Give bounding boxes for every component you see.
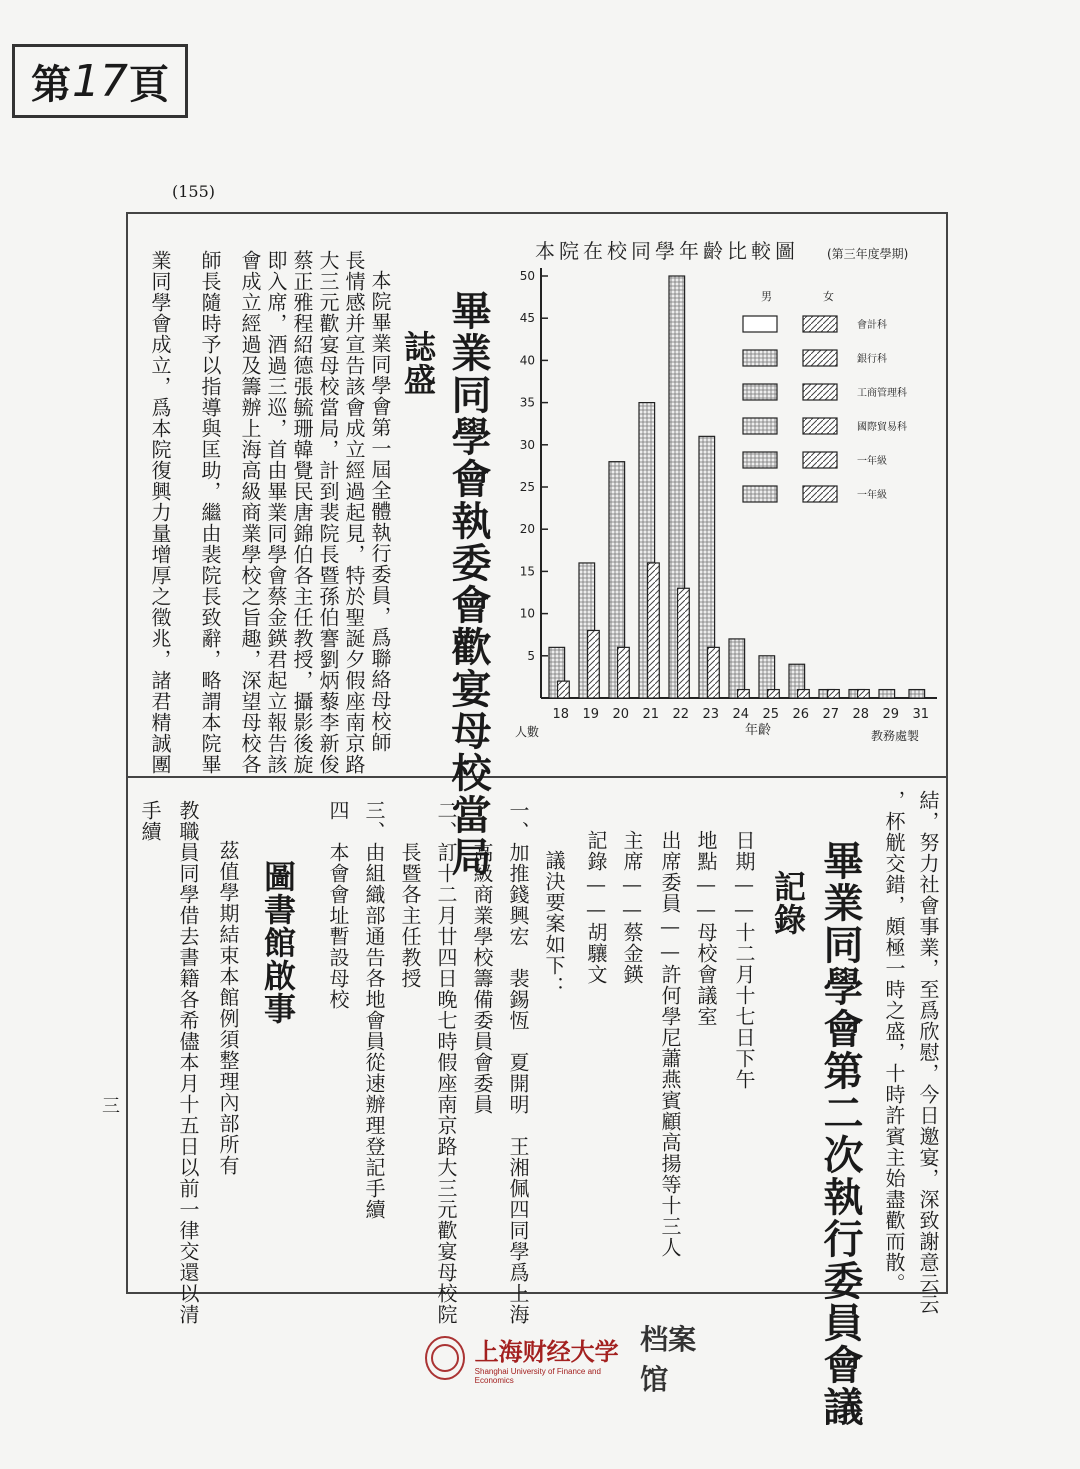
legend-label: 銀行科 (857, 354, 887, 365)
legend-swatch-female (803, 486, 837, 502)
bar-female (678, 588, 690, 698)
resolution-4: 四 本會會址暫設母校 (326, 800, 350, 1010)
legend-swatch-male (743, 384, 777, 400)
article1-para-1: 本院畢業同學會第一屆全體執行委員，爲聯絡母校師 (368, 270, 392, 753)
stamp-number: 17 (72, 55, 128, 107)
archive-label: 档案馆 (640, 1323, 697, 1396)
bar-female (588, 630, 600, 698)
article1-continuation-2: ，杯觥交錯，頗極一時之盛，十時許賓主始盡歡而散。 (882, 790, 906, 1294)
x-tick-label: 19 (582, 707, 600, 722)
legend-swatch-male (743, 316, 777, 332)
legend-label: 工商管理科 (857, 388, 907, 399)
article2-subtitle: 記錄 (769, 870, 807, 936)
y-tick-label: 35 (519, 395, 535, 410)
university-name: 上海财经大学 (474, 1336, 619, 1366)
article1-para-6: 會成立經過及籌辦上海高級商業學校之旨趣，深望母校各 (238, 250, 262, 775)
y-tick-label: 30 (519, 437, 535, 452)
bar-male (879, 690, 895, 698)
page-number: (155) (172, 182, 216, 201)
bar-female (768, 690, 780, 698)
resolution-2b: 長暨各主任教授 (398, 800, 422, 989)
x-tick-label: 31 (912, 707, 930, 722)
x-tick-label: 26 (792, 707, 810, 722)
bar-male (909, 690, 925, 698)
stamp-prefix: 第 (31, 60, 71, 108)
x-tick-label: 22 (672, 707, 690, 722)
footer-logo (425, 1323, 715, 1396)
bar-female (738, 690, 750, 698)
bar-female (648, 563, 660, 698)
university-name-en: Shanghai University of Finance and Economics (474, 1366, 601, 1385)
y-tick-label: 5 (527, 648, 535, 663)
section-divider (126, 776, 948, 778)
university-seal-icon (425, 1336, 465, 1380)
x-tick-label: 21 (642, 707, 660, 722)
article1-para-2: 長情感并宣告該會成立經過起見，特於聖誕夕假座南京路 (342, 250, 366, 775)
bar-female (708, 647, 720, 698)
stamp-suffix: 頁 (129, 60, 169, 108)
chart-footnote: 教務處製 (871, 729, 920, 743)
resolution-1a: 一、加推錢興宏 裴錫恆 夏開明 王湘佩四同學爲上海 (506, 800, 530, 1325)
bar-female (858, 690, 870, 698)
article2-info-recorder: 記錄——胡驤文 (584, 830, 608, 985)
resolution-3: 三、由組織部通告各地會員從速辦理登記手續 (362, 800, 386, 1220)
article2-info-chair: 主席——蔡金鍈 (620, 830, 644, 985)
article1-title: 畢業同學會執委會歡宴母校當局 (445, 290, 492, 878)
article2-info-place: 地點——母校會議室 (694, 830, 718, 1027)
legend-swatch-female (803, 316, 837, 332)
chart-title: 本院在校同學年齡比較圖 (535, 239, 799, 263)
article2-info-attendees: 出席委員——許何學尼蕭燕賓顧高揚等十三人 (658, 830, 682, 1258)
bar-female (618, 647, 630, 698)
x-tick-label: 27 (822, 707, 840, 722)
legend-label: 會計科 (857, 320, 887, 331)
y-tick-label: 50 (519, 269, 535, 283)
legend-swatch-male (743, 452, 777, 468)
bar-female (828, 690, 840, 698)
article3-line-2: 教職員同學借去書籍各希儘本月十五日以前一律交還以清 (176, 800, 200, 1325)
x-tick-label: 25 (762, 707, 780, 722)
y-tick-label: 45 (519, 311, 535, 326)
resolution-1b: 高級商業學校籌備委員會委員 (470, 800, 494, 1115)
article3-line-3: 手續 (138, 800, 162, 842)
legend-header-male: 男 (761, 290, 772, 303)
margin-mark: 三 (99, 1096, 120, 1114)
legend-header-female: 女 (823, 290, 834, 303)
age-chart (505, 228, 945, 763)
resolution-2a: 二、訂十二月廿四日晚七時假座南京路大三元歡宴母校院 (434, 800, 458, 1325)
y-tick-label: 40 (519, 353, 535, 368)
article1-para-7: 師長隨時予以指導與匡助，繼由裴院長致辭，略謂本院畢 (198, 250, 222, 775)
bar-female (558, 681, 570, 698)
chart-title-note: (第三年度學期) (827, 247, 909, 261)
legend-swatch-male (743, 350, 777, 366)
x-tick-label: 20 (612, 707, 630, 722)
article1-para-5: 即入席，酒過三巡，首由畢業同學會蔡金鍈君起立報告該 (264, 250, 288, 775)
x-tick-label: 24 (732, 707, 750, 722)
x-tick-label: 23 (702, 707, 720, 722)
article2-title: 畢業同學會第二次執行委員會議 (817, 840, 864, 1428)
legend-label: 國際貿易科 (857, 422, 907, 433)
legend-swatch-female (803, 418, 837, 434)
legend-label: 一年級 (857, 456, 887, 467)
chart-ylabel: 人數 (515, 725, 540, 739)
y-tick-label: 10 (519, 606, 535, 621)
x-tick-label: 18 (552, 707, 570, 722)
article1-para-4: 蔡正雅程紹德張毓珊韓覺民唐錦伯各主任教授，攝影後旋 (290, 250, 314, 775)
article2-resolutions-header: 議決要案如下： (542, 850, 566, 997)
legend-swatch-female (803, 384, 837, 400)
legend-swatch-female (803, 452, 837, 468)
x-tick-label: 28 (852, 707, 870, 722)
article1-continuation-1: 結，努力社會事業，至爲欣慰，今日邀宴，深致謝意云云 (916, 790, 940, 1315)
y-tick-label: 25 (519, 480, 535, 494)
bar-female (798, 690, 810, 698)
legend-swatch-female (803, 350, 837, 366)
article3-line-1: 茲值學期結束本館例須整理內部所有 (216, 840, 240, 1176)
article2-info-date: 日期——十二月十七日下午 (732, 830, 756, 1090)
y-tick-label: 20 (519, 522, 535, 537)
legend-swatch-male (743, 418, 777, 434)
legend-swatch-male (743, 486, 777, 502)
page-stamp (12, 44, 188, 118)
article1-para-8: 業同學會成立，爲本院復興力量增厚之徵兆，諸君精誠團 (148, 250, 172, 775)
article1-subtitle: 誌盛 (399, 330, 437, 396)
chart-xlabel: 年齡 (745, 723, 772, 738)
x-tick-label: 29 (882, 707, 900, 722)
legend-label: 一年級 (857, 490, 887, 501)
article3-title: 圖書館啟事 (259, 860, 297, 1025)
y-tick-label: 15 (519, 564, 535, 579)
article1-para-3: 大三元歡宴母校當局，計到裴院長暨孫伯謇劉炳藜李新俊 (316, 250, 340, 775)
